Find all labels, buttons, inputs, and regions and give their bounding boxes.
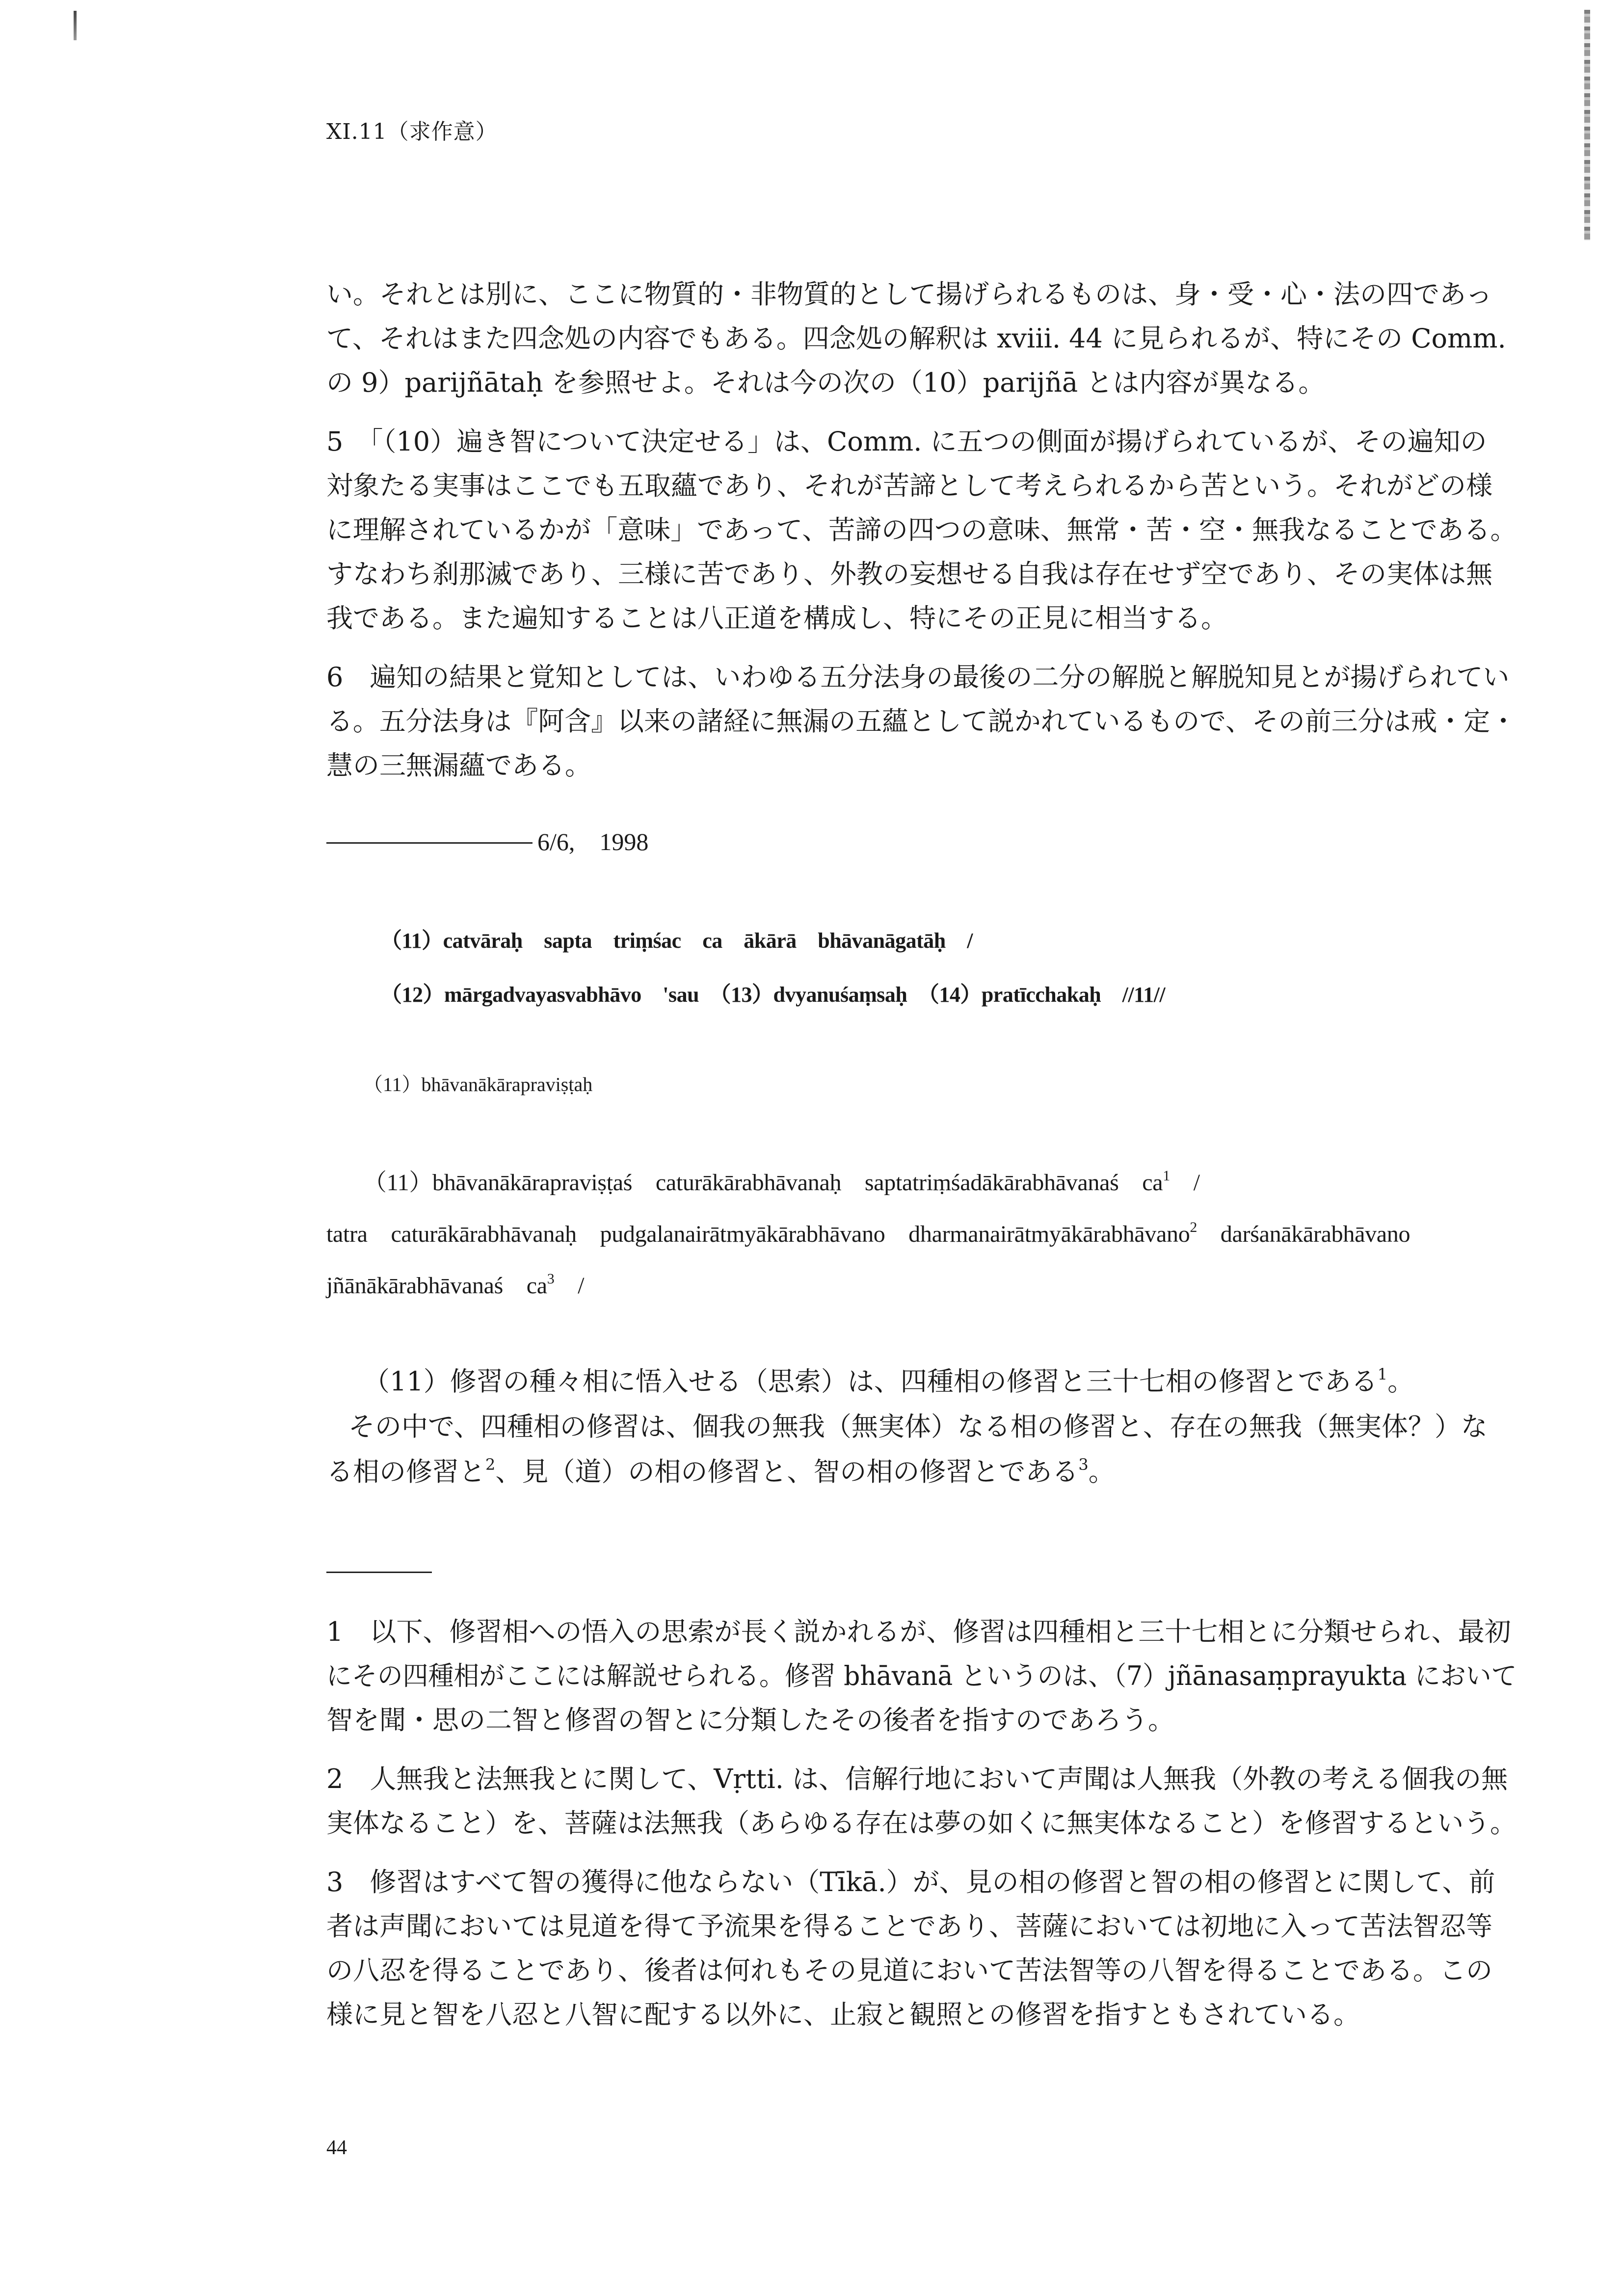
verse-line: （11）catvāraḥ sapta triṃśac ca ākārā bhāvanāgatāḥ / [380, 929, 973, 953]
commentary-line [326, 1266, 584, 1300]
footnote-line: 実体なること）を、菩薩は法無我（あらゆる存在は夢の如くに無実体なること）を修習するという。 [326, 1808, 1517, 1839]
running-header: XI.11（求作意） [326, 119, 498, 144]
body-line: の 9）parijñātaḥ を参照せよ。それは今の次の（10）parijñā とは内容が異なる。 [326, 367, 1325, 398]
verse-line: （12）mārgadvayasvabhāvo 'sau （13）dvyanuśaṃsaḥ （14）pratīcchakaḥ //11// [380, 983, 1166, 1007]
translation-text: （11）修習の種々相に悟入せる（思索）は、四種相の修習と三十七相の修習とである [363, 1366, 1378, 1397]
footnote-ref: 3 [1078, 1455, 1089, 1474]
commentary-text: jñānākārabhāvanaś ca [326, 1273, 547, 1299]
footnote-line: 1 以下、修習相への悟入の思索が長く説かれるが、修習は四種相と三十七相とに分類せられ、最初 [326, 1616, 1511, 1647]
verse-gloss: （11）bhāvanākārapraviṣṭaḥ [363, 1073, 593, 1095]
page-number: 44 [326, 2136, 347, 2159]
body-line: 対象たる実事はここでも五取蘊であり、それが苦諦として考えられるから苦という。それがどの様 [326, 470, 1492, 501]
body-line: 6 遍知の結果と覚知としては、いわゆる五分法身の最後の二分の解脱と解脱知見とが揚げられてい [326, 662, 1510, 693]
translation-text: る相の修習と [326, 1456, 485, 1487]
footnote-line: の八忍を得ることであり、後者は何れもその見道において苦法智等の八智を得ることである。この [326, 1955, 1492, 1986]
body-line: る。五分法身は『阿含』以来の諸経に無漏の五蘊として説かれているもので、その前三分は戒・定・ [326, 706, 1517, 737]
footnote-ref: 1 [1163, 1168, 1170, 1184]
body-line: 我である。また遍知することは八正道を構成し、特にその正見に相当する。 [326, 603, 1227, 634]
body-line: に理解されているかが「意味」であって、苦諦の四つの意味、無常・苦・空・無我なることである。 [326, 514, 1517, 545]
footnote-line: 3 修習はすべて智の獲得に他ならない（Tīkā.）が、見の相の修習と智の相の修習とに関して、前 [326, 1867, 1495, 1897]
footnote-ref: 3 [547, 1271, 555, 1287]
footnote-rule [326, 1572, 432, 1573]
commentary-text: / [554, 1273, 585, 1299]
footnote-line: 智を聞・思の二智と修習の智とに分類したその後者を指すのであろう。 [326, 1705, 1174, 1735]
commentary-text: （11）bhāvanākārapraviṣṭaś caturākārabhāvanaḥ saptatriṃśadākārabhāvanaś ca [363, 1170, 1163, 1196]
translation-line [326, 1450, 1115, 1494]
scan-edge [1584, 10, 1590, 240]
commentary-line [363, 1163, 1200, 1197]
footnote-line: 様に見と智を八忍と八智に配する以外に、止寂と観照との修習を指すともされている。 [326, 1999, 1360, 2030]
commentary-text: / [1170, 1170, 1200, 1196]
body-line: 5 「（10）遍き智について決定せる」は、Comm. に五つの側面が揚げられているが、その遍知の [326, 426, 1487, 457]
body-line: い。それとは別に、ここに物質的・非物質的として揚げられるものは、身・受・心・法の四であっ [326, 279, 1492, 310]
commentary-text: darśanākārabhāvano [1197, 1221, 1411, 1247]
scan-mark [74, 11, 77, 40]
commentary-line [326, 1215, 1410, 1249]
date: 6/6, 1998 [537, 828, 649, 855]
translation-text: 、見（道）の相の修習と、智の相の修習とである [495, 1456, 1079, 1487]
commentary-text: tatra caturākārabhāvanaḥ pudgalanairātmyākārabhāvano dharmanairātmyākārabhāvano [326, 1221, 1190, 1247]
footnote-line: にその四種相がここには解説せられる。修習 bhāvanā というのは、（7）jñānasaṃprayukta において [326, 1660, 1517, 1691]
translation-line: その中で、四種相の修習は、個我の無我（無実体）なる相の修習と、存在の無我（無実体？）な [348, 1411, 1488, 1442]
translation-line [363, 1360, 1414, 1404]
footnote-line: 者は声聞においては見道を得て予流果を得ることであり、菩薩においては初地に入って苦法智忍等 [326, 1911, 1492, 1942]
body-line: 慧の三無漏蘊である。 [326, 750, 591, 781]
translation-text: 。 [1088, 1456, 1115, 1487]
footnote-ref: 2 [485, 1455, 496, 1474]
translation-text: 。 [1387, 1366, 1414, 1397]
footnote-ref: 1 [1377, 1365, 1388, 1384]
body-line: すなわち刹那滅であり、三様に苦であり、外教の妄想せる自我は存在せず空であり、その実体は無 [326, 559, 1492, 589]
footnote-line: 2 人無我と法無我とに関して、Vṛtti. は、信解行地において声聞は人無我（外教の考える個我の無 [326, 1763, 1508, 1794]
body-line: て、それはまた四念処の内容でもある。四念処の解釈は xviii. 44 に見られるが、特にその Comm. [326, 323, 1506, 354]
date-rule [326, 842, 532, 844]
footnote-ref: 2 [1190, 1219, 1198, 1235]
